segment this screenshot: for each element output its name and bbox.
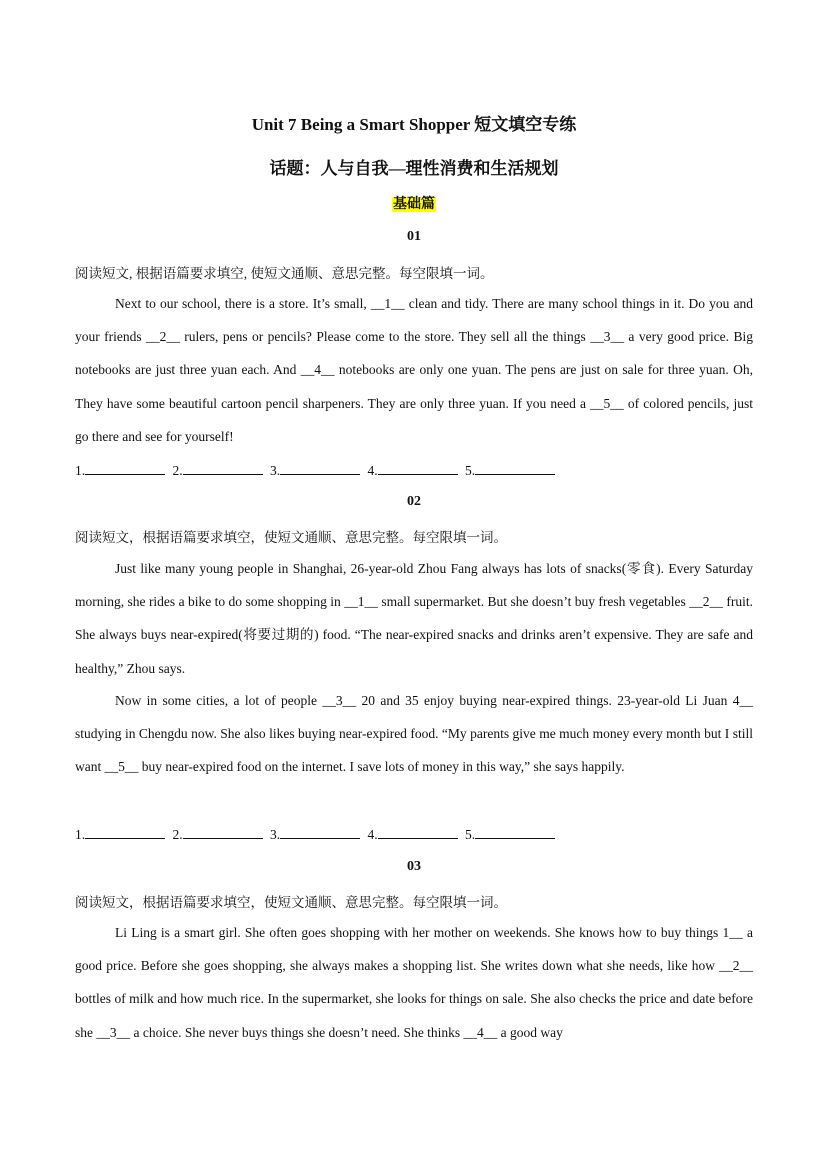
- answer-blanks: [75, 826, 559, 843]
- answer-blank[interactable]: 1.: [75, 826, 165, 843]
- answer-blank[interactable]: 3.: [270, 826, 360, 843]
- passage-number: 03: [407, 859, 421, 874]
- page-subtitle: 话题：人与自我—理性消费和生活规划: [269, 159, 559, 178]
- answer-blank[interactable]: 1.: [75, 462, 165, 479]
- passage-number: 02: [407, 494, 421, 509]
- answer-blank[interactable]: 2.: [173, 462, 263, 479]
- passage-instruction: 阅读短文, 根据语篇要求填空, 使短文通顺、意思完整。每空限填一词。: [75, 266, 494, 281]
- answer-blanks: [75, 462, 559, 479]
- passage-paragraph: Next to our school, there is a store. It’s small, __1__ clean and tidy. There are many school things in it. Do you and your friends __2__ rulers, pens or pencils? Please come to the store. They sell all the things __3__ a very good price. Big notebooks are just three yuan each. And __4__ notebooks are only one yuan. The pens are just on sale for three yuan. Oh, They have some beautiful cartoon pencil sharpeners. They are only three yuan. If you need a __5__ of colored pencils, just go there and see for yourself!: [75, 296, 753, 444]
- passage-paragraph: Now in some cities, a lot of people __3__ 20 and 35 enjoy buying near-expired things. 23-year-old Li Juan 4__ studying in Chengdu now. She also likes buying near-expired food. “My parents give me much money every month but I still want __5__ buy near-expired food on the internet. I save lots of money in this way,” she says happily.: [75, 693, 753, 775]
- passage-paragraph: Li Ling is a smart girl. She often goes shopping with her mother on weekends. She knows how to buy things 1__ a good price. Before she goes shopping, she always makes a shopping list. She writes down what she needs, like how __2__ bottles of milk and how much rice. In the supermarket, she looks for things on sale. She also checks the price and date before she __3__ a choice. She never buys things she doesn’t need. She thinks __4__ a good way: [75, 925, 753, 1040]
- answer-blank[interactable]: 5.: [465, 462, 555, 479]
- answer-blank[interactable]: 5.: [465, 826, 555, 843]
- answer-blank[interactable]: 3.: [270, 462, 360, 479]
- answer-blank[interactable]: 4.: [368, 826, 458, 843]
- level-label: 基础篇: [393, 197, 435, 212]
- passage-paragraph: Just like many young people in Shanghai, 26-year-old Zhou Fang always has lots of snacks(零食). Every Saturday morning, she rides a bike to do some shopping in __1__ small supermarket. But she doesn’t buy fresh vegetables __2__ fruit. She always buys near-expired(将要过期的) food. “The near-expired snacks and drinks aren’t expensive. They are safe and healthy,” Zhou says.: [75, 561, 753, 676]
- level-label-wrap: [75, 193, 753, 213]
- passage-instruction: 阅读短文，根据语篇要求填空，使短文通顺、意思完整。每空限填一词。: [75, 895, 507, 910]
- passage-instruction: 阅读短文，根据语篇要求填空，使短文通顺、意思完整。每空限填一词。: [75, 530, 507, 545]
- answer-blank[interactable]: 2.: [173, 826, 263, 843]
- passage-number: 01: [407, 229, 421, 244]
- page-title: Unit 7 Being a Smart Shopper 短文填空专练: [251, 115, 577, 134]
- answer-blank[interactable]: 4.: [368, 462, 458, 479]
